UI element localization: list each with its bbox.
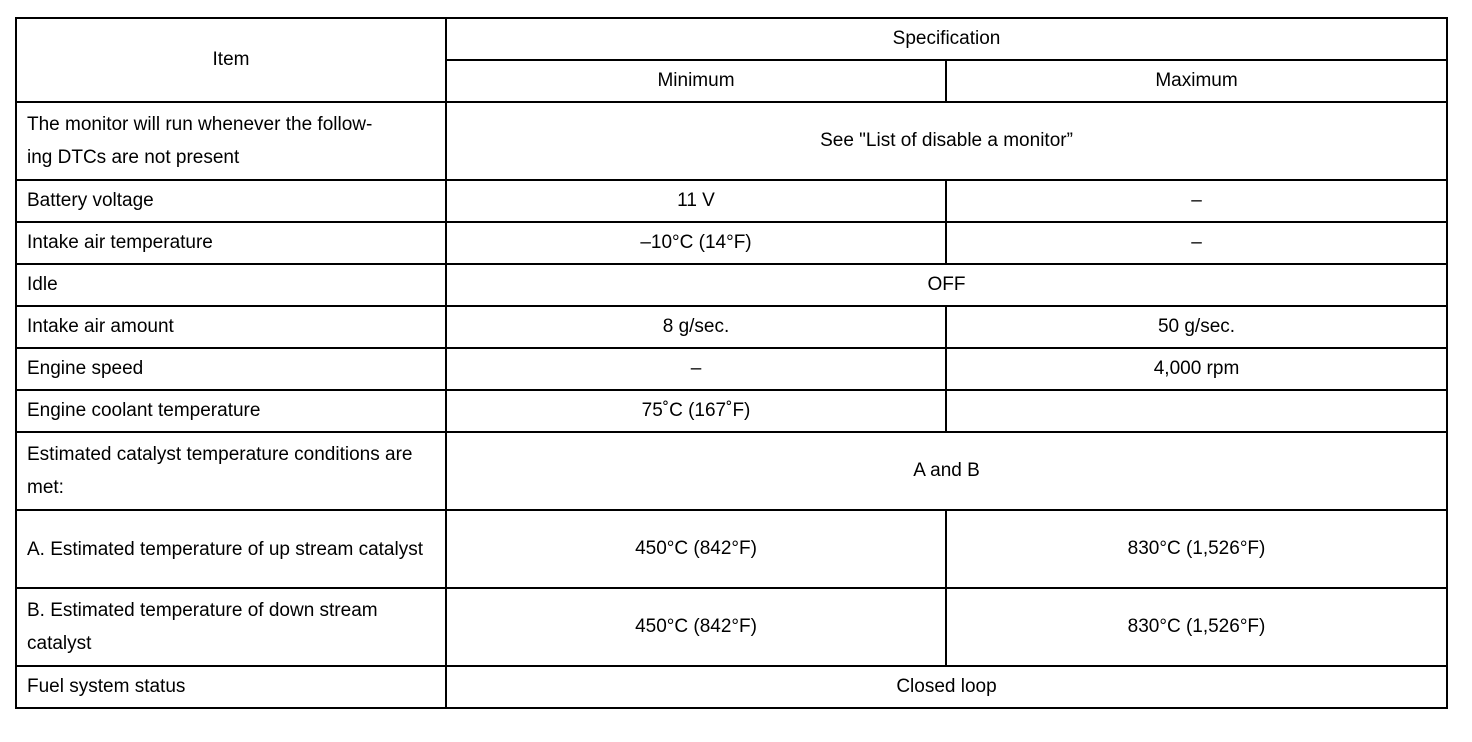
row-item: Intake air temperature	[16, 222, 446, 264]
table-row	[16, 510, 1447, 588]
row-max: 830°C (1,526°F)	[946, 510, 1447, 588]
header-row-1	[16, 18, 1447, 60]
row-max: 4,000 rpm	[946, 348, 1447, 390]
header-item: Item	[16, 18, 446, 102]
header-specification: Specification	[446, 18, 1447, 60]
row-spec: See "List of disable a monitor”	[446, 102, 1447, 180]
row-spec: OFF	[446, 264, 1447, 306]
row-min: –10°C (14°F)	[446, 222, 946, 264]
row-min: 450°C (842°F)	[446, 510, 946, 588]
row-item: B. Estimated temperature of down stream catalyst	[16, 588, 446, 666]
table-row	[16, 222, 1447, 264]
specification-table	[15, 17, 1448, 709]
row-item: The monitor will run whenever the follow- ing DTCs are not present	[16, 102, 446, 180]
table-row	[16, 390, 1447, 432]
row-item: A. Estimated temperature of up stream catalyst	[16, 510, 446, 588]
row-min: 11 V	[446, 180, 946, 222]
row-item: Battery voltage	[16, 180, 446, 222]
row-max: 830°C (1,526°F)	[946, 588, 1447, 666]
header-minimum: Minimum	[446, 60, 946, 102]
table-row	[16, 588, 1447, 666]
row-min: 8 g/sec.	[446, 306, 946, 348]
table-row	[16, 306, 1447, 348]
row-max: –	[946, 222, 1447, 264]
table-row	[16, 348, 1447, 390]
table-row	[16, 102, 1447, 180]
row-item: Fuel system status	[16, 666, 446, 708]
row-max: –	[946, 180, 1447, 222]
row-min: 450°C (842°F)	[446, 588, 946, 666]
table-row	[16, 432, 1447, 510]
row-max: 50 g/sec.	[946, 306, 1447, 348]
row-item: Idle	[16, 264, 446, 306]
row-item: Intake air amount	[16, 306, 446, 348]
row-item: Estimated catalyst temperature conditions are met:	[16, 432, 446, 510]
row-spec: A and B	[446, 432, 1447, 510]
row-max	[946, 390, 1447, 432]
row-min: 75˚C (167˚F)	[446, 390, 946, 432]
row-spec: Closed loop	[446, 666, 1447, 708]
row-item: Engine speed	[16, 348, 446, 390]
table-row	[16, 264, 1447, 306]
row-item: Engine coolant temperature	[16, 390, 446, 432]
header-maximum: Maximum	[946, 60, 1447, 102]
table-row	[16, 180, 1447, 222]
row-min: –	[446, 348, 946, 390]
table-row	[16, 666, 1447, 708]
